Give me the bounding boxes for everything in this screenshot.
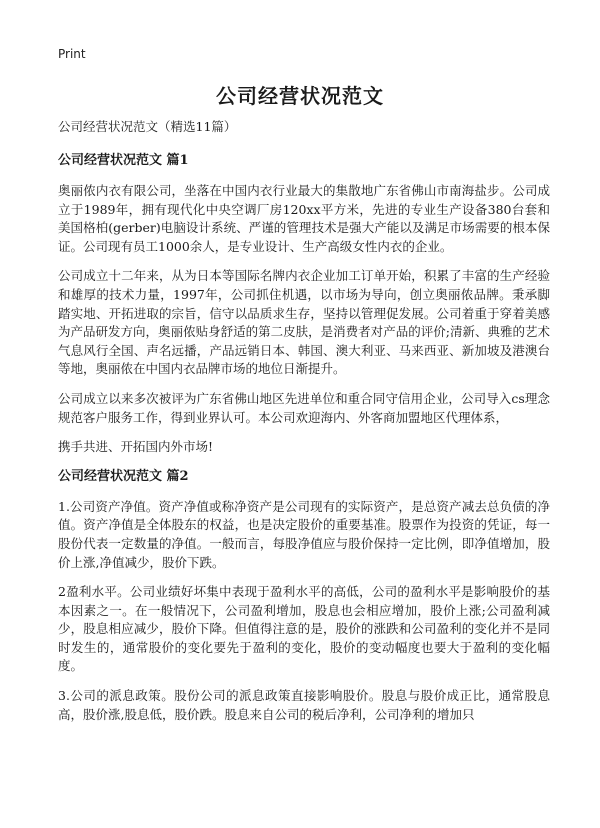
document-body	[58, 118, 550, 735]
paragraph: 2盈利水平。公司业绩好坏集中表现于盈利水平的高低，公司的盈利水平是影响股价的基本因素之一。在一般情况下，公司盈利增加，股息也会相应增加，股价上涨;公司盈利减少，股息相应减少，股价下降。但值得注意的是，股价的涨跌和公司盈利的变化并不是同时发生的，通常股价的变化要先于盈利的变化，股价的变动幅度也要大于盈利的变化幅度。	[58, 584, 550, 674]
print-label[interactable]: Print	[58, 47, 86, 61]
page-title: 公司经营状况范文	[216, 84, 384, 108]
paragraph: 3.公司的派息政策。股份公司的派息政策直接影响股价。股息与股价成正比，通常股息高，股价涨,股息低，股价跌。股息来自公司的税后净利，公司净利的增加只	[58, 688, 550, 722]
paragraph: 公司成立十二年来，从为日本等国际名牌内衣企业加工订单开始，积累了丰富的生产经验和雄厚的技术力量，1997年，公司抓住机遇，以市场为导向，创立奥丽侬品牌。秉承脚踏实地、开拓进取的宗旨，信守以品质求生存，坚持以管理促发展。公司着重于穿着美感为产品研发方向，奥丽侬贴身舒适的第二皮肤，是消费者对产品的评价;清新、典雅的艺术气息风行全国、声名远播，产品远销日本、韩国、澳大利亚、马来西亚、新加坡及港澳台等地，奥丽侬在中国内衣品牌市场的地位日渐提升。	[58, 268, 550, 377]
paragraph: 公司成立以来多次被评为广东省佛山地区先进单位和重合同守信用企业，公司导入cs理念规范客户服务工作，得到业界认可。本公司欢迎海内、外客商加盟地区代理体系，	[58, 390, 550, 425]
document-subtitle: 公司经营状况范文（精选11篇）	[58, 119, 237, 134]
paragraph: 奥丽侬内衣有限公司，坐落在中国内衣行业最大的集散地广东省佛山市南海盐步。公司成立于1989年，拥有现代化中央空调厂房120xx平方米，先进的专业生产设备380台套和美国格柏(gerber)电脑设计系统、严谨的管理技术是强大产能以及满足市场需要的根本保证。公司现有员工1000余人，是专业设计、生产高级女性内衣的企业。	[58, 183, 550, 254]
section-heading-1: 公司经营状况范文 篇1	[58, 153, 189, 168]
section-heading-2: 公司经营状况范文 篇2	[58, 468, 189, 484]
paragraph: 携手共进、开拓国内外市场!	[58, 439, 214, 455]
paragraph: 1.公司资产净值。资产净值或称净资产是公司现有的实际资产，是总资产减去总负债的净值。资产净值是全体股东的权益，也是决定股价的重要基准。股票作为投资的凭证，每一股份代表一定数量的净值。一般而言，每股净值应与股价保持一定比例，即净值增加，股价上涨,净值减少，股价下跌。	[58, 498, 550, 570]
